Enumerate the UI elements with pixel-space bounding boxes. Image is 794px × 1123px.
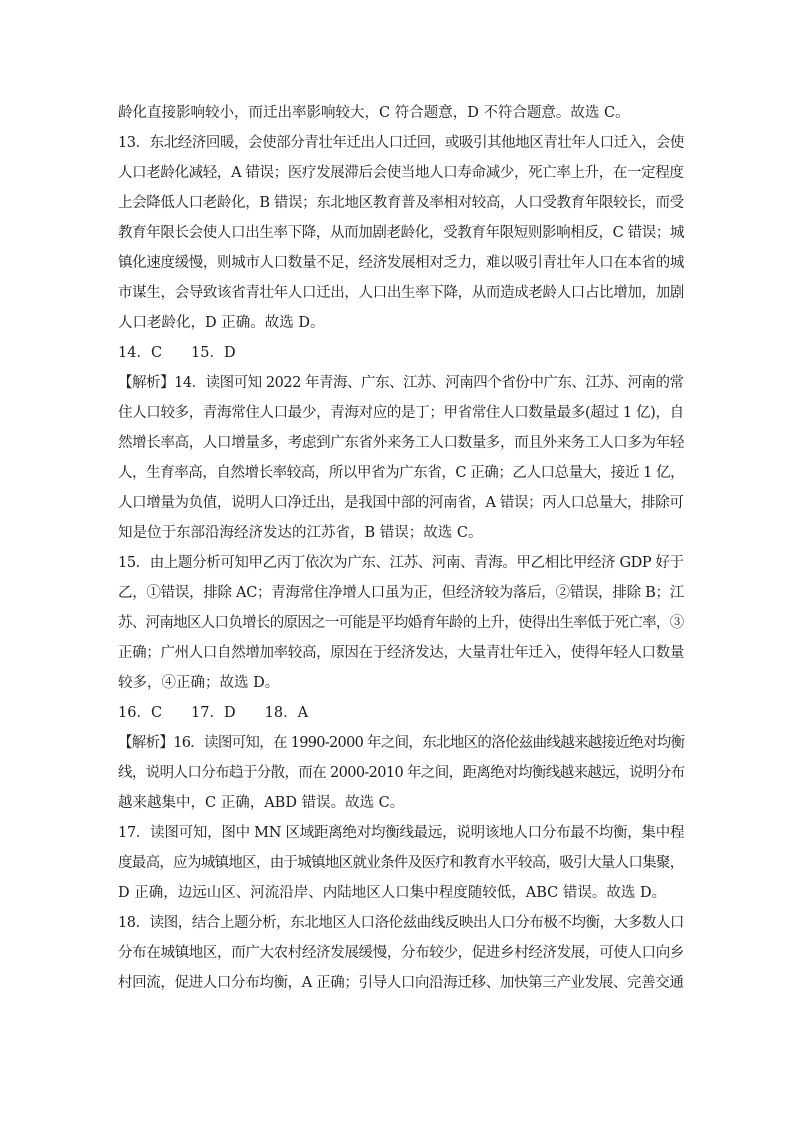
text-line: 【解析】14．读图可知 2022 年青海、广东、江苏、河南四个省份中广东、江苏、河南的常 — [118, 375, 684, 391]
text-line: 上会降低人口老龄化，B 错误；东北地区教育普及率相对较高，人口受教育年限较长，而受 — [118, 195, 684, 211]
text-line: 人，生育率高，自然增长率较高，所以甲省为广东省，C 正确；乙人口总量大，接近 1 亿， — [118, 465, 685, 481]
text-line: 17．读图可知，图中 MN 区域距离绝对均衡线最远，说明该地人口分布最不均衡，集中程 — [118, 825, 685, 841]
text-line: 14．C 15．D — [118, 345, 236, 361]
text-line: 分布在城镇地区，而广大农村经济发展缓慢，分布较少，促进乡村经济发展，可使人口向乡 — [118, 945, 684, 961]
text-line: 教育年限长会使人口出生率下降，从而加剧老龄化，受教育年限短则影响相反，C 错误；城 — [118, 225, 685, 241]
answer-analysis-text — [118, 98, 684, 998]
text-line: 市谋生，会导致该省青壮年人口迁出，人口出生率下降，从而造成老龄人口占比增加，加剧 — [118, 285, 684, 301]
text-line: 正确；广州人口自然增加率较高，原因在于经济发达，大量青壮年迁入，使得年轻人口数量 — [118, 645, 684, 661]
text-line: 15．由上题分析可知甲乙丙丁依次为广东、江苏、河南、青海。甲乙相比甲经济 GDP 好于 — [118, 555, 684, 571]
text-line: 人口老龄化减轻，A 错误；医疗发展滞后会使当地人口寿命减少，死亡率上升，在一定程度 — [118, 165, 684, 181]
text-line: 乙，①错误，排除 AC；青海常住净增人口虽为正，但经济较为落后，②错误，排除 B；江 — [118, 585, 684, 601]
text-line: 村回流，促进人口分布均衡，A 正确；引导人口向沿海迁移、加快第三产业发展、完善交通 — [118, 975, 684, 991]
text-line: 18．读图，结合上题分析，东北地区人口洛伦兹曲线反映出人口分布极不均衡，大多数人口 — [118, 915, 684, 931]
text-line: 度最高，应为城镇地区，由于城镇地区就业条件及医疗和教育水平较高，吸引大量人口集聚， — [118, 855, 684, 871]
text-line: 苏、河南地区人口负增长的原因之一可能是平均婚育年龄的上升，使得出生率低于死亡率，③ — [118, 615, 684, 631]
text-line: 线，说明人口分布趋于分散，而在 2000-2010 年之间，距离绝对均衡线越来越远，说明分布 — [118, 765, 685, 781]
text-line: 然增长率高，人口增量多，考虑到广东省外来务工人口数量多，而且外来务工人口多为年轻 — [118, 435, 684, 451]
text-line: 镇化速度缓慢，则城市人口数量不足，经济发展相对乏力，难以吸引青壮年人口在本省的城 — [118, 255, 684, 271]
text-line: 越来越集中，C 正确，ABD 错误。故选 C。 — [118, 795, 405, 811]
text-line: 住人口较多，青海常住人口最少，青海对应的是丁；甲省常住人口数量最多(超过 1 亿)，自 — [118, 405, 684, 421]
text-line: 龄化直接影响较小，而迁出率影响较大，C 符合题意，D 不符合题意。故选 C。 — [118, 105, 630, 121]
text-line: 【解析】16．读图可知，在 1990-2000 年之间，东北地区的洛伦兹曲线越来越接近绝对均衡 — [118, 735, 685, 751]
text-line: 较多，④正确；故选 D。 — [118, 675, 280, 691]
text-line: 13．东北经济回暖，会使部分青壮年迁出人口迁回，或吸引其他地区青壮年人口迁入，会使 — [118, 135, 684, 151]
text-line: 知是位于东部沿海经济发达的江苏省，B 错误；故选 C。 — [118, 525, 483, 541]
text-line: 人口老龄化，D 正确。故选 D。 — [118, 315, 325, 331]
text-line: 16．C 17．D 18．A — [118, 705, 309, 721]
text-line: D 正确，边远山区、河流沿岸、内陆地区人口集中程度随较低，ABC 错误。故选 D。 — [118, 885, 667, 901]
text-line: 人口增量为负值，说明人口净迁出，是我国中部的河南省，A 错误；丙人口总量大，排除可 — [118, 495, 684, 511]
